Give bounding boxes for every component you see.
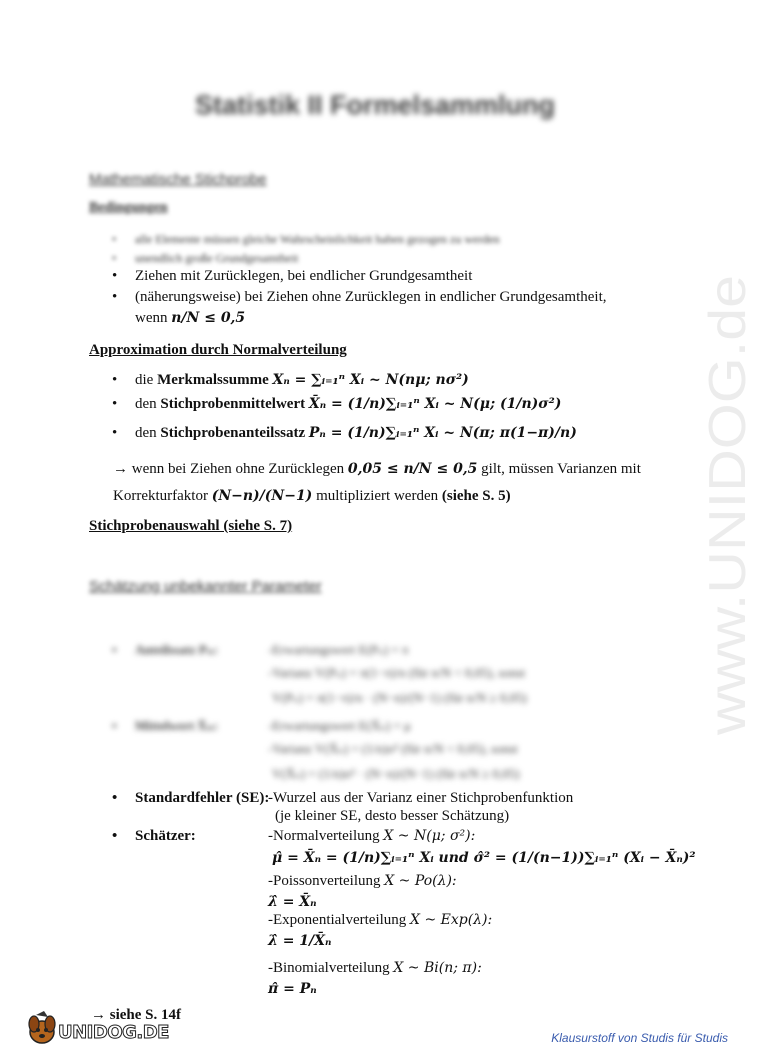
se-line-2: (je kleiner SE, desto besser Schätzung)	[275, 808, 510, 824]
approx-formula: Xₙ = ∑ᵢ₌₁ⁿ Xᵢ ~ N(nμ; nσ²)	[272, 372, 469, 388]
approx-name: Stichprobenmittelwert	[160, 396, 306, 412]
condition-item-3: • Ziehen mit Zurücklegen, bei endlicher Grundgesamtheit	[135, 267, 472, 286]
se-line-1: -Wurzel aus der Varianz einer Stichprobenfunktion	[268, 790, 574, 806]
estimator-text: -Exponentialverteilung	[268, 912, 407, 928]
approx-prefix: die	[135, 372, 154, 388]
note-formula: (N−n)/(N−1)	[211, 488, 313, 504]
note-text: → wenn bei Ziehen ohne Zurücklegen	[113, 461, 345, 477]
mittelwert-label: • Mittelwert X̄ₙ:	[135, 716, 218, 735]
dog-logo-icon	[22, 1008, 62, 1048]
watermark	[650, 270, 780, 740]
watermark-text: www.UNIDOG.de	[699, 330, 757, 735]
section-heading-schaetzung: Schätzung unbekannter Parameter	[89, 578, 322, 595]
estimator-label: • Schätzer:	[135, 827, 196, 846]
estimator-dist: X ~ Bi(n; π):	[393, 960, 482, 976]
estimator-text: -Poissonverteilung	[268, 873, 381, 889]
note-line-1	[113, 460, 641, 479]
estimator-poisson	[268, 872, 457, 891]
estimator-dist: X ~ Po(λ):	[384, 873, 457, 889]
approx-name: Stichprobenanteilssatz	[160, 425, 306, 441]
estimator-binomial	[268, 959, 482, 978]
note-text: Korrekturfaktor	[113, 488, 208, 504]
condition-item-1: • alle Elemente müssen gleiche Wahrscheinlichkeit haben gezogen zu werden	[135, 230, 500, 249]
note-formula: 0,05 ≤ n/N ≤ 0,5	[347, 461, 478, 477]
estimator-binomial-result: π̂ = Pₙ	[268, 981, 317, 997]
condition-formula: n/N ≤ 0,5	[171, 310, 246, 326]
anteilssatz-line-2: -Varianz V(Pₙ) = π(1−π)/n (für n/N < 0,05), sonst	[268, 665, 526, 680]
note-text: gilt, müssen Varianzen mit	[481, 461, 641, 477]
section-heading-stichprobe: Mathematische Stichprobe	[89, 171, 267, 188]
condition-item-2: • unendlich große Grundgesamtheit	[135, 249, 298, 268]
approx-item-2	[135, 395, 561, 414]
page-title: Statistik II Formelsammlung	[194, 90, 556, 120]
note-text: multipliziert werden	[316, 488, 439, 504]
approx-prefix: den	[135, 396, 157, 412]
condition-item-4-cont	[135, 309, 245, 328]
see-more-link[interactable]: → siehe S. 14f	[91, 1007, 181, 1023]
approx-formula: Pₙ = (1/n)∑ᵢ₌₁ⁿ Xᵢ ~ N(π; π(1−π)/n)	[308, 425, 577, 441]
estimator-dist: X ~ Exp(λ):	[410, 912, 493, 928]
approx-item-1	[135, 371, 469, 390]
selection-ref: Stichprobenauswahl (siehe S. 7)	[89, 518, 293, 534]
logo-wordmark: UNIDOG.DE	[58, 1022, 169, 1043]
note-ref: (siehe S. 5)	[441, 488, 511, 504]
estimator-exponential-result: λ̂ = 1/X̄ₙ	[268, 933, 332, 949]
estimator-exponential	[268, 911, 492, 930]
approx-prefix: den	[135, 425, 157, 441]
approx-item-3	[135, 424, 577, 443]
se-label: • Standardfehler (SE):	[135, 789, 269, 808]
anteilssatz-line-1: -Erwartungswert E(Pₙ) = π	[268, 642, 409, 657]
mittelwert-line-1: -Erwartungswert E(X̄ₙ) = μ	[268, 718, 412, 733]
approx-formula: X̄ₙ = (1/n)∑ᵢ₌₁ⁿ Xᵢ ~ N(μ; (1/n)σ²)	[308, 396, 562, 412]
condition-wenn: wenn	[135, 310, 168, 326]
conditions-heading: Bedingungen	[89, 200, 168, 215]
estimator-text: -Normalverteilung	[268, 828, 380, 844]
approx-heading: Approximation durch Normalverteilung	[89, 342, 347, 358]
condition-item-4: • (näherungsweise) bei Ziehen ohne Zurücklegen in endlicher Grundgesamtheit,	[135, 288, 607, 307]
mittelwert-line-3: V(X̄ₙ) = (1/n)σ² · (N−n)/(N−1) (für n/N ≥ 0,05)	[272, 766, 520, 781]
unidog-logo[interactable]	[22, 1008, 169, 1050]
anteilssatz-line-3: V(Pₙ) = π(1−π)/n · (N−n)/(N−1) (für n/N ≥ 0,05)	[272, 690, 527, 705]
estimator-dist: X ~ N(μ; σ²):	[383, 828, 476, 844]
footer-tagline: Klausurstoff von Studis für Studis	[551, 1031, 728, 1045]
anteilssatz-label: • Anteilssatz Pₙ:	[135, 640, 218, 659]
estimator-normal	[268, 827, 475, 846]
estimator-text: -Binomialverteilung	[268, 960, 390, 976]
estimator-normal-result: μ̂ = X̄ₙ = (1/n)∑ᵢ₌₁ⁿ Xᵢ und σ̂² = (1/(n−1))∑ᵢ₌₁ⁿ (Xᵢ − X̄ₙ)²	[272, 850, 696, 866]
mittelwert-line-2: -Varianz V(X̄ₙ) = (1/n)σ² (für n/N < 0,05), sonst	[268, 741, 518, 756]
note-line-2	[113, 487, 511, 506]
estimator-poisson-result: λ̂ = X̄ₙ	[268, 894, 317, 910]
approx-name: Merkmalssumme	[157, 372, 269, 388]
